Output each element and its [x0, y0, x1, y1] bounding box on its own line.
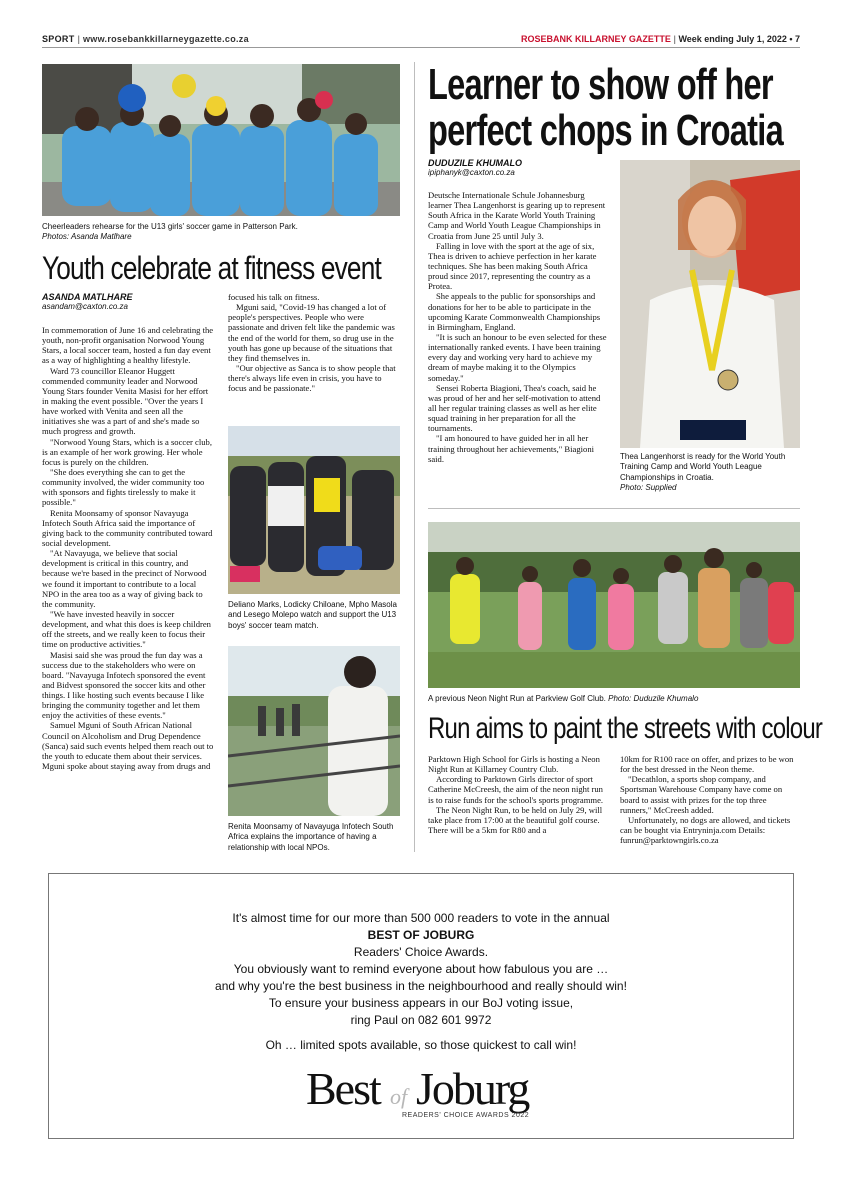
karate-byline: DUDUZILE KHUMALO	[428, 158, 522, 168]
paragraph: Renita Moonsamy of sponsor Navayuga Infotech South Africa said the importance of giving back to the community contributed toward social development.	[42, 507, 213, 548]
paragraph: The Neon Night Run, to be held on July 29, will take place from 17:00 at the beautiful golf course. There will be a 5km for R80 and a	[428, 804, 603, 835]
karate-headline-line2: perfect chops in Croatia	[428, 106, 783, 155]
best-of-joburg-logo	[306, 1062, 546, 1126]
thea-caption	[620, 452, 800, 494]
photo-credit: Photo: Duduzile Khumalo	[608, 694, 699, 703]
ad-line-3: Readers' Choice Awards.	[353, 945, 489, 960]
cheerleaders-photo	[42, 64, 400, 216]
page-header-right	[521, 34, 800, 44]
header-separator: |	[77, 34, 81, 44]
paragraph: Falling in love with the sport at the age of six, Thea is driven to achieve perfection in her karate techniques. She has been making South Africa proud since 2017, representing the country as a Protea.	[428, 240, 597, 292]
caption-text: A previous Neon Night Run at Parkview Golf Club.	[428, 694, 606, 703]
paragraph: Deutsche Internationale Schule Johannesburg learner Thea Langenhorst is gearing up to represent South Africa in the Karate World Youth Training Camp and World Youth League Championships in Croatia from June 25 until July 3.	[428, 190, 606, 241]
header-rule	[42, 47, 800, 48]
sponsor-photo	[228, 646, 400, 816]
youth-headline: Youth celebrate at fitness event	[42, 250, 381, 286]
ad-line-5: and why you're the best business in the neighbourhood and really should win!	[215, 979, 627, 994]
paragraph: Sensei Roberta Biagioni, Thea's coach, said he was proud of her and her self-motivation to attend all her regular training classes as well as her elite squad training in her preparation for all the tournaments.	[428, 382, 601, 434]
photo-credit: Photo: Supplied	[620, 483, 677, 493]
paragraph: Samuel Mguni of South African National Council on Alcoholism and Drug Dependence (Sanca) said such events helped them reach out to the youth to educate them about their services. Mguni spoke about staying away from drugs and	[42, 720, 214, 772]
run-body-col1	[428, 754, 608, 835]
paragraph: "She does everything she can to get the community involved, the wider community too with sponsors and fights tirelessly to make it possible."	[42, 466, 205, 508]
logo-subtitle: READERS' CHOICE AWARDS 2022	[402, 1112, 530, 1119]
ad-line-4: You obviously want to remind everyone about how fabulous you are …	[233, 962, 609, 977]
neon-run-photo	[428, 522, 800, 688]
ad-line-6: To ensure your business appears in our BoJ voting issue,	[268, 996, 574, 1011]
sponsor-caption: Renita Moonsamy of Navayuga Infotech South Africa explains the importance of having a relationship with local NPOs.	[228, 822, 394, 852]
youth-body-col1	[42, 325, 214, 771]
youth-byline: ASANDA MATLHARE	[42, 292, 133, 302]
publication-name: ROSEBANK KILLARNEY GAZETTE	[521, 34, 671, 44]
paragraph: Masisi said she was proud the fun day was a success due to the stakeholders who were on board. "Navayuga Infotech sponsored the event and Bidvest sponsored the soccer kits and other things. I like hosting such events because I like bringing the community together and let them enjoy the activities of these events."	[42, 649, 206, 721]
spectators-photo	[228, 426, 400, 594]
paragraph: Parktown High School for Girls is hosting a Neon Night Run at Killarney Country Club.	[428, 754, 600, 775]
story-divider	[428, 508, 800, 509]
paragraph: In commemoration of June 16 and celebrating the youth, non-profit organisation Norwood Young Stars, a local soccer team, hosted a fun day event as a way of highlighting a healthy lifestyle.	[42, 325, 214, 366]
logo-joburg: Joburg	[416, 1063, 529, 1114]
karate-email[interactable]: ipiphanyk@caxton.co.za	[428, 168, 515, 177]
youth-email[interactable]: asandam@caxton.co.za	[42, 302, 128, 311]
youth-byline-block	[42, 292, 133, 311]
website-url[interactable]: www.rosebankkillarneygazette.co.za	[82, 34, 249, 44]
logo-best: Best	[306, 1063, 380, 1114]
caption-text: Cheerleaders rehearse for the U13 girls' soccer game in Patterson Park.	[42, 222, 298, 231]
photo-credit: Photos: Asanda Matlhare	[42, 232, 132, 242]
run-headline: Run aims to paint the streets with colour	[428, 712, 823, 745]
logo-of: of	[390, 1084, 408, 1109]
paragraph: "It is such an honour to be even selected for these internationally ranked events. I have been training every day and working very hard to achieve my dream of maybe making it to the Olympics someday."	[428, 331, 607, 383]
youth-body-col2	[228, 292, 400, 393]
neon-run-caption	[428, 694, 800, 704]
paragraph: Unfortunately, no dogs are allowed, and tickets can be bought via Entryninja.com Details: funrun@parktowngirls.co.za	[620, 814, 791, 846]
paragraph: Mguni said, "Covid-19 has changed a lot of people's perspectives. People who were passionate and driven felt like the pandemic was the end of the world for them, so drug use in the youth has gone up because of the situations that they find themselves in.	[228, 302, 395, 363]
paragraph: According to Parktown Girls director of sport Catherine McCreesh, the aim of the neon night run is to raise funds for the school's sports programme.	[428, 774, 604, 805]
paragraph: "At Navayuga, we believe that social development is critical in this country, and because we're based in the precinct of Norwood we found it important to contribute to a local NPO in the area too as a way of giving back to the community.	[42, 548, 207, 609]
header-separator: |	[673, 34, 676, 44]
thea-photo	[620, 160, 800, 448]
paragraph: "Norwood Young Stars, which is a soccer club, is an example of her work growing. Her whole focus is purely on the children.	[42, 436, 212, 467]
paragraph: "Our objective as Sanca is to show people that there's always life even in crisis, you have to focus and be passionate."	[228, 362, 396, 394]
paragraph: focused his talk on fitness.	[228, 292, 320, 302]
karate-body	[428, 190, 608, 464]
run-body-col2	[620, 754, 800, 845]
paragraph: "Decathlon, a sports shop company, and Sportsman Warehouse Company have come on board to assist with prizes for the top three runners," McCreesh added.	[620, 774, 783, 815]
spectators-caption: Deliano Marks, Lodicky Chiloane, Mpho Masola and Lesego Molepo watch and support the U13 boys' soccer team match.	[228, 600, 397, 630]
issue-date: Week ending July 1, 2022 • 7	[678, 34, 800, 44]
paragraph: "We have invested heavily in soccer development, and what this does is keep children off the streets, and we really keen to focus their time on productive activities."	[42, 608, 211, 650]
ad-line-7: ring Paul on 082 601 9972	[350, 1013, 492, 1028]
caption-text: Thea Langenhorst is ready for the World Youth Training Camp and World Youth League Championships in Croatia.	[620, 452, 786, 482]
cheerleaders-caption	[42, 222, 402, 243]
karate-byline-block	[428, 158, 522, 177]
ad-line-1: It's almost time for our more than 500 000 readers to vote in the annual	[232, 911, 610, 925]
paragraph: She appeals to the public for sponsorships and donations for her to be able to participate in the upcoming Karate Commonwealth Championships in Birmingham, England.	[428, 291, 601, 332]
paragraph: Ward 73 councillor Eleanor Huggett commended community leader and Norwood Young Stars founder Venita Masisi for her effort in making the event possible. "Over the years I have worked with Venita and seen all the initiatives she was a part of and she's made so much progress and growth.	[42, 365, 209, 437]
paragraph: 10km for R100 race on offer, and prizes to be won for the best dressed in the Neon theme.	[620, 754, 794, 775]
page-header-left	[42, 34, 249, 44]
karate-headline-line1: Learner to show off her	[428, 60, 773, 109]
ad-line-2: BEST OF JOBURG	[367, 928, 475, 943]
column-divider	[414, 62, 415, 852]
paragraph: "I am honoured to have guided her in all her training throughout her achievements," Biagioni said.	[428, 433, 595, 464]
section-label: SPORT	[42, 34, 75, 44]
ad-text-block	[48, 910, 794, 1054]
ad-line-8: Oh … limited spots available, so those quickest to call win!	[265, 1038, 577, 1053]
